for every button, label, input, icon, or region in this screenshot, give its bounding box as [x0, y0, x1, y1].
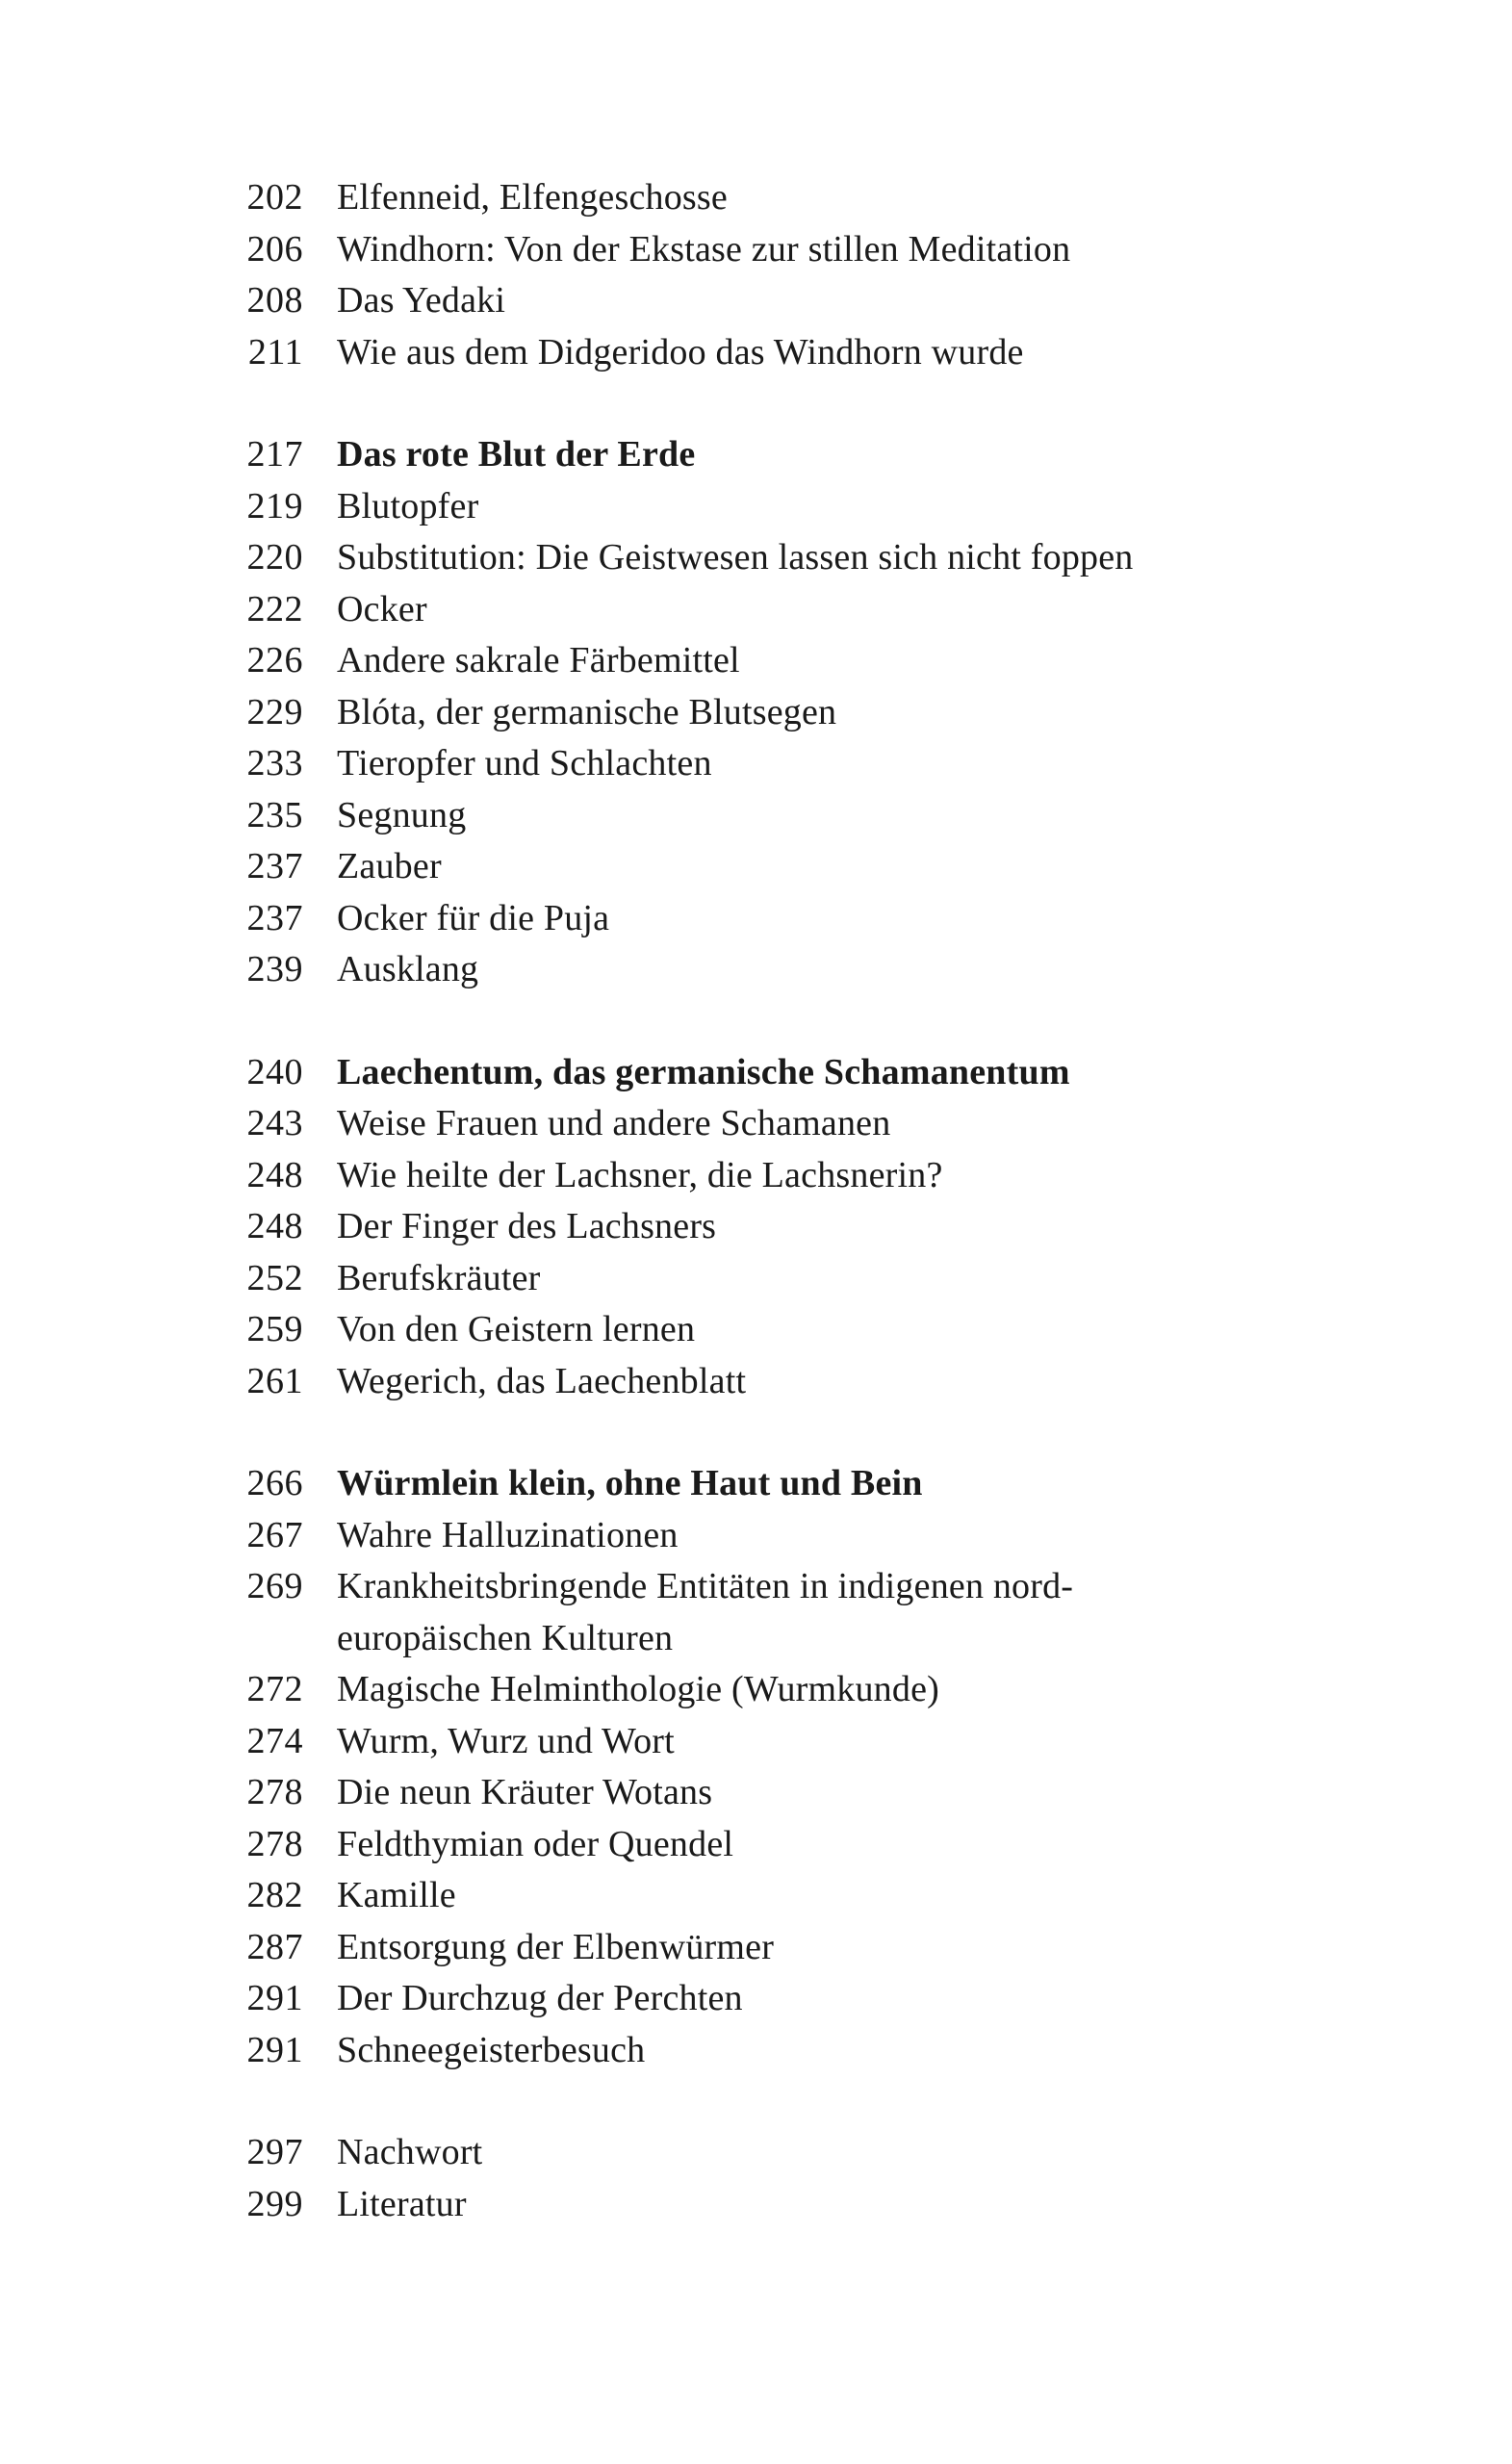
toc-section — [0, 429, 1512, 996]
entry-title: Feldthymian oder Quendel — [337, 1823, 734, 1864]
entry-title: Schneegeisterbesuch — [337, 2029, 646, 2070]
toc-entry — [0, 2025, 1512, 2077]
toc-entry — [0, 532, 1512, 584]
entry-title: Substitution: Die Geistwesen lassen sich nicht foppen — [337, 537, 1134, 578]
toc-entry — [0, 1150, 1512, 1202]
toc-entry — [0, 790, 1512, 842]
chapter-title: Das rote Blut der Erde — [337, 434, 696, 475]
page-number: 267 — [246, 1514, 303, 1555]
entry-title: Das Yedaki — [337, 280, 506, 321]
entry-title: Tieropfer und Schlachten — [337, 743, 712, 783]
page-number: 206 — [246, 228, 303, 270]
entry-title: Andere sakrale Färbemittel — [337, 640, 740, 680]
toc-entry — [0, 1304, 1512, 1356]
page-number: 274 — [246, 1720, 303, 1761]
toc-section — [0, 1458, 1512, 2076]
table-of-contents — [0, 172, 1512, 2230]
page-number: 208 — [246, 280, 303, 321]
entry-title: Wegerich, das Laechenblatt — [337, 1360, 747, 1401]
entry-title: Magische Helminthologie (Wurmkunde) — [337, 1669, 939, 1709]
entry-title: Zauber — [337, 846, 442, 886]
entry-title: Berufskräuter — [337, 1257, 541, 1298]
toc-entry — [0, 635, 1512, 687]
page-number: 291 — [246, 2029, 303, 2070]
toc-entry — [0, 1098, 1512, 1150]
toc-entry — [0, 1664, 1512, 1716]
entry-title: Wie aus dem Didgeridoo das Windhorn wurde — [337, 331, 1024, 372]
page-number: 237 — [246, 846, 303, 886]
page-number: 291 — [246, 1978, 303, 2018]
entry-title: Der Durchzug der Perchten — [337, 1978, 743, 2018]
toc-entry — [0, 584, 1512, 636]
entry-title: Elfenneid, Elfengeschosse — [337, 177, 728, 218]
toc-chapter-heading — [0, 1047, 1512, 1099]
toc-entry — [0, 327, 1512, 379]
page-number: 252 — [246, 1257, 303, 1298]
entry-title: Entsorgung der Elbenwürmer — [337, 1926, 775, 1967]
page-number: 282 — [246, 1875, 303, 1915]
page-number: 287 — [246, 1926, 303, 1967]
entry-title: Kamille — [337, 1875, 456, 1915]
page-number: 278 — [246, 1823, 303, 1864]
entry-title: Segnung — [337, 794, 467, 835]
toc-chapter-heading — [0, 429, 1512, 481]
entry-title: Ocker für die Puja — [337, 897, 610, 938]
page-number: 299 — [246, 2183, 303, 2224]
toc-entry — [0, 1510, 1512, 1562]
entry-title: Literatur — [337, 2183, 467, 2224]
page-number: 237 — [246, 897, 303, 938]
toc-entry — [0, 1356, 1512, 1408]
entry-title: Krankheitsbringende Entitäten in indigenen nord- europäischen Kulturen — [337, 1566, 1074, 1658]
toc-entry — [0, 1561, 1512, 1664]
chapter-title: Laechentum, das germanische Schamanentum — [337, 1051, 1070, 1092]
toc-entry — [0, 481, 1512, 533]
toc-entry — [0, 2127, 1512, 2179]
toc-entry — [0, 1716, 1512, 1768]
toc-entry — [0, 738, 1512, 790]
toc-entry — [0, 275, 1512, 327]
toc-section — [0, 1047, 1512, 1408]
page-number: 226 — [246, 640, 303, 680]
page-number: 219 — [246, 485, 303, 526]
toc-entry — [0, 1767, 1512, 1819]
toc-entry — [0, 1253, 1512, 1305]
toc-entry — [0, 1201, 1512, 1253]
page-number: 261 — [246, 1360, 303, 1401]
page-number: 233 — [246, 743, 303, 783]
entry-title: Blutopfer — [337, 485, 479, 526]
entry-title: Windhorn: Von der Ekstase zur stillen Meditation — [337, 228, 1071, 270]
toc-entry — [0, 2179, 1512, 2231]
page-number: 239 — [246, 949, 303, 989]
toc-entry — [0, 172, 1512, 224]
toc-entry — [0, 841, 1512, 893]
page-number: 278 — [246, 1772, 303, 1812]
toc-entry — [0, 1922, 1512, 1974]
entry-title: Nachwort — [337, 2132, 483, 2172]
page-number: 297 — [246, 2132, 303, 2172]
entry-title: Wahre Halluzinationen — [337, 1514, 679, 1555]
page-number: 211 — [247, 331, 303, 372]
entry-title: Blóta, der germanische Blutsegen — [337, 691, 837, 732]
toc-entry — [0, 1819, 1512, 1871]
page-number: 272 — [246, 1669, 303, 1709]
toc-entry — [0, 944, 1512, 996]
toc-section — [0, 2127, 1512, 2230]
page-number: 240 — [246, 1051, 303, 1092]
toc-entry — [0, 687, 1512, 739]
entry-title: Ocker — [337, 588, 427, 629]
toc-entry — [0, 893, 1512, 945]
page-number: 266 — [246, 1463, 303, 1503]
page-number: 220 — [246, 537, 303, 578]
page-number: 222 — [246, 588, 303, 629]
entry-title: Weise Frauen und andere Schamanen — [337, 1103, 891, 1143]
page-number: 229 — [246, 691, 303, 732]
page-number: 202 — [246, 177, 303, 218]
page-number: 217 — [246, 434, 303, 475]
page-number: 248 — [246, 1154, 303, 1195]
entry-title: Wie heilte der Lachsner, die Lachsnerin? — [337, 1154, 943, 1195]
toc-section — [0, 172, 1512, 378]
toc-entry — [0, 1973, 1512, 2025]
chapter-title: Würmlein klein, ohne Haut und Bein — [337, 1463, 923, 1503]
entry-title: Die neun Kräuter Wotans — [337, 1772, 713, 1812]
page-number: 243 — [246, 1103, 303, 1143]
page-number: 269 — [246, 1566, 303, 1606]
page-number: 235 — [246, 794, 303, 835]
entry-title: Ausklang — [337, 949, 479, 989]
entry-title: Wurm, Wurz und Wort — [337, 1720, 675, 1761]
entry-title: Von den Geistern lernen — [337, 1309, 696, 1349]
toc-chapter-heading — [0, 1458, 1512, 1510]
toc-entry — [0, 1870, 1512, 1922]
toc-entry — [0, 224, 1512, 276]
page-number: 248 — [246, 1206, 303, 1246]
entry-title: Der Finger des Lachsners — [337, 1206, 717, 1246]
page-number: 259 — [246, 1309, 303, 1349]
